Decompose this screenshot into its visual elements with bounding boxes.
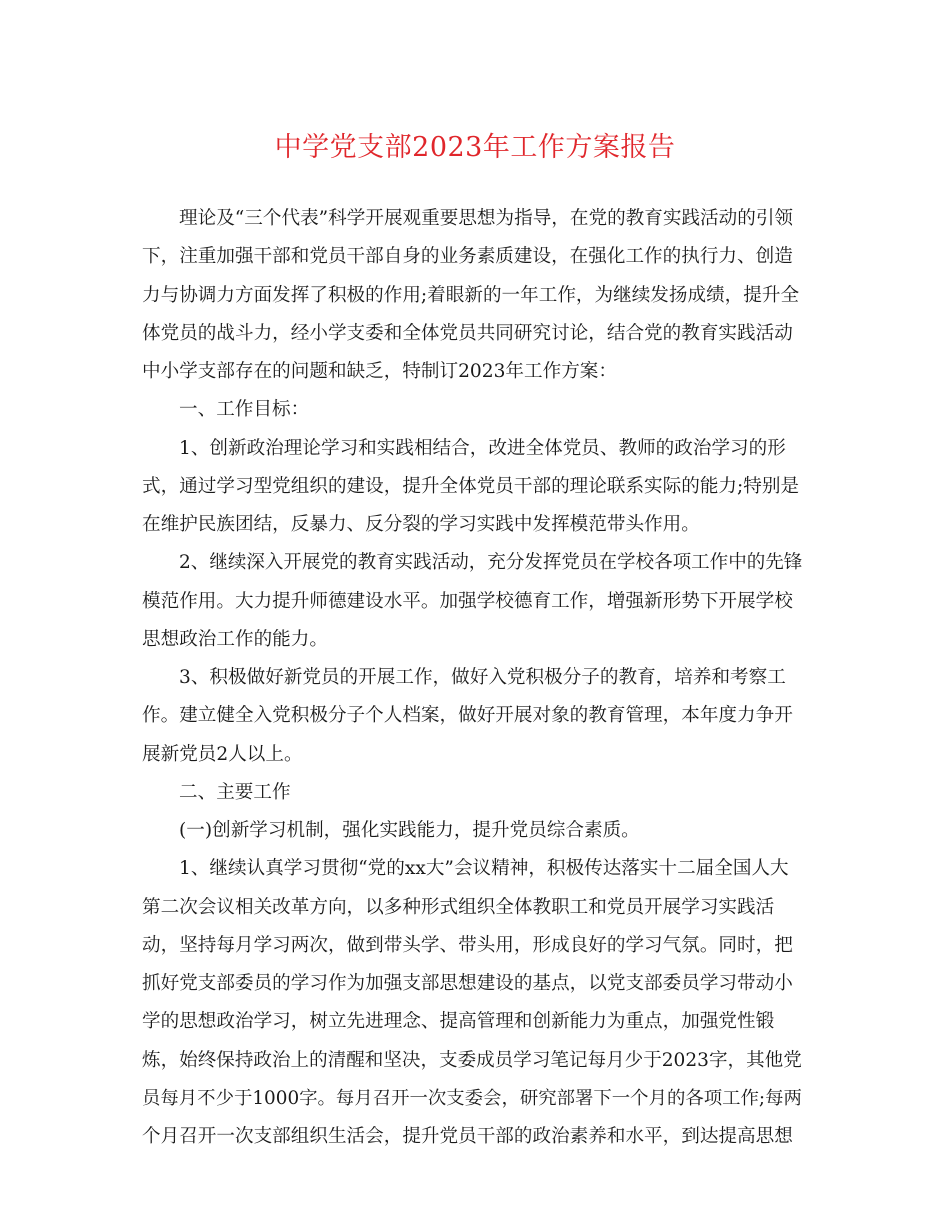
body-text-line: 式，通过学习型党组织的建设，提升全体党员干部的理论联系实际的能力;特别是	[142, 475, 800, 497]
body-text-line: 动，坚持每月学习两次，做到带头学、带头用，形成良好的学习气氛。同时，把	[142, 934, 793, 956]
body-text-line: 炼，始终保持政治上的清醒和坚决，支委成员学习笔记每月少于2023字，其他党	[142, 1049, 802, 1071]
body-text-line: 下，注重加强干部和党员干部自身的业务素质建设，在强化工作的执行力、创造	[142, 246, 793, 268]
body-text-line: 员每月不少于1000字。每月召开一次支委会，研究部署下一个月的各项工作;每两	[142, 1087, 802, 1109]
body-text-line: 3、积极做好新党员的开展工作，做好入党积极分子的教育，培养和考察工	[179, 667, 786, 688]
body-text-line: 中小学支部存在的问题和缺乏，特制订2023年工作方案：	[142, 361, 617, 382]
body-text-line: 第二次会议相关改革方向，以多种形式组织全体教职工和党员开展学习实践活	[142, 896, 775, 918]
body-text-line: 力与协调力方面发挥了积极的作用;着眼新的一年工作，为继续发扬成绩，提升全	[142, 284, 800, 306]
body-text-line: 理论及“三个代表”科学开展观重要思想为指导，在党的教育实践活动的引领	[179, 208, 794, 229]
body-text-line: 模范作用。大力提升师德建设水平。加强学校德育工作，增强新形势下开展学校	[142, 590, 793, 612]
body-text-line: 抓好党支部委员的学习作为加强支部思想建设的基点，以党支部委员学习带动小	[142, 973, 793, 994]
body-text-line: 思想政治工作的能力。	[142, 628, 328, 650]
body-text-line: 作。建立健全入党积极分子个人档案，做好开展对象的教育管理，本年度力争开	[142, 705, 793, 727]
body-text-line: 个月召开一次支部组织生活会，提升党员干部的政治素养和水平，到达提高思想	[142, 1126, 793, 1147]
body-text-line: 1、继续认真学习贯彻“党的xx大”会议精神，积极传达落实十二届全国人大	[179, 858, 789, 880]
body-text-line: (一)创新学习机制，强化实践能力，提升党员综合素质。	[179, 820, 640, 841]
body-text-line: 展新党员2人以上。	[142, 743, 303, 765]
document-body	[142, 207, 802, 1163]
body-text-line: 体党员的战斗力，经小学支委和全体党员共同研究讨论，结合党的教育实践活动	[142, 322, 793, 344]
body-text-line: 1、创新政治理论学习和实践相结合，改进全体党员、教师的政治学习的形	[179, 437, 786, 459]
body-text-line: 一、工作目标：	[179, 399, 310, 421]
document-title: 中学党支部2023年工作方案报告	[274, 132, 676, 163]
body-text-line: 在维护民族团结，反暴力、反分裂的学习实践中发挥模范带头作用。	[142, 514, 700, 535]
body-text-line: 二、主要工作	[179, 781, 291, 803]
body-text-line: 学的思想政治学习，树立先进理念、提高管理和创新能力为重点，加强党性锻	[142, 1011, 775, 1033]
body-text-line: 2、继续深入开展党的教育实践活动，充分发挥党员在学校各项工作中的先锋	[179, 552, 803, 574]
